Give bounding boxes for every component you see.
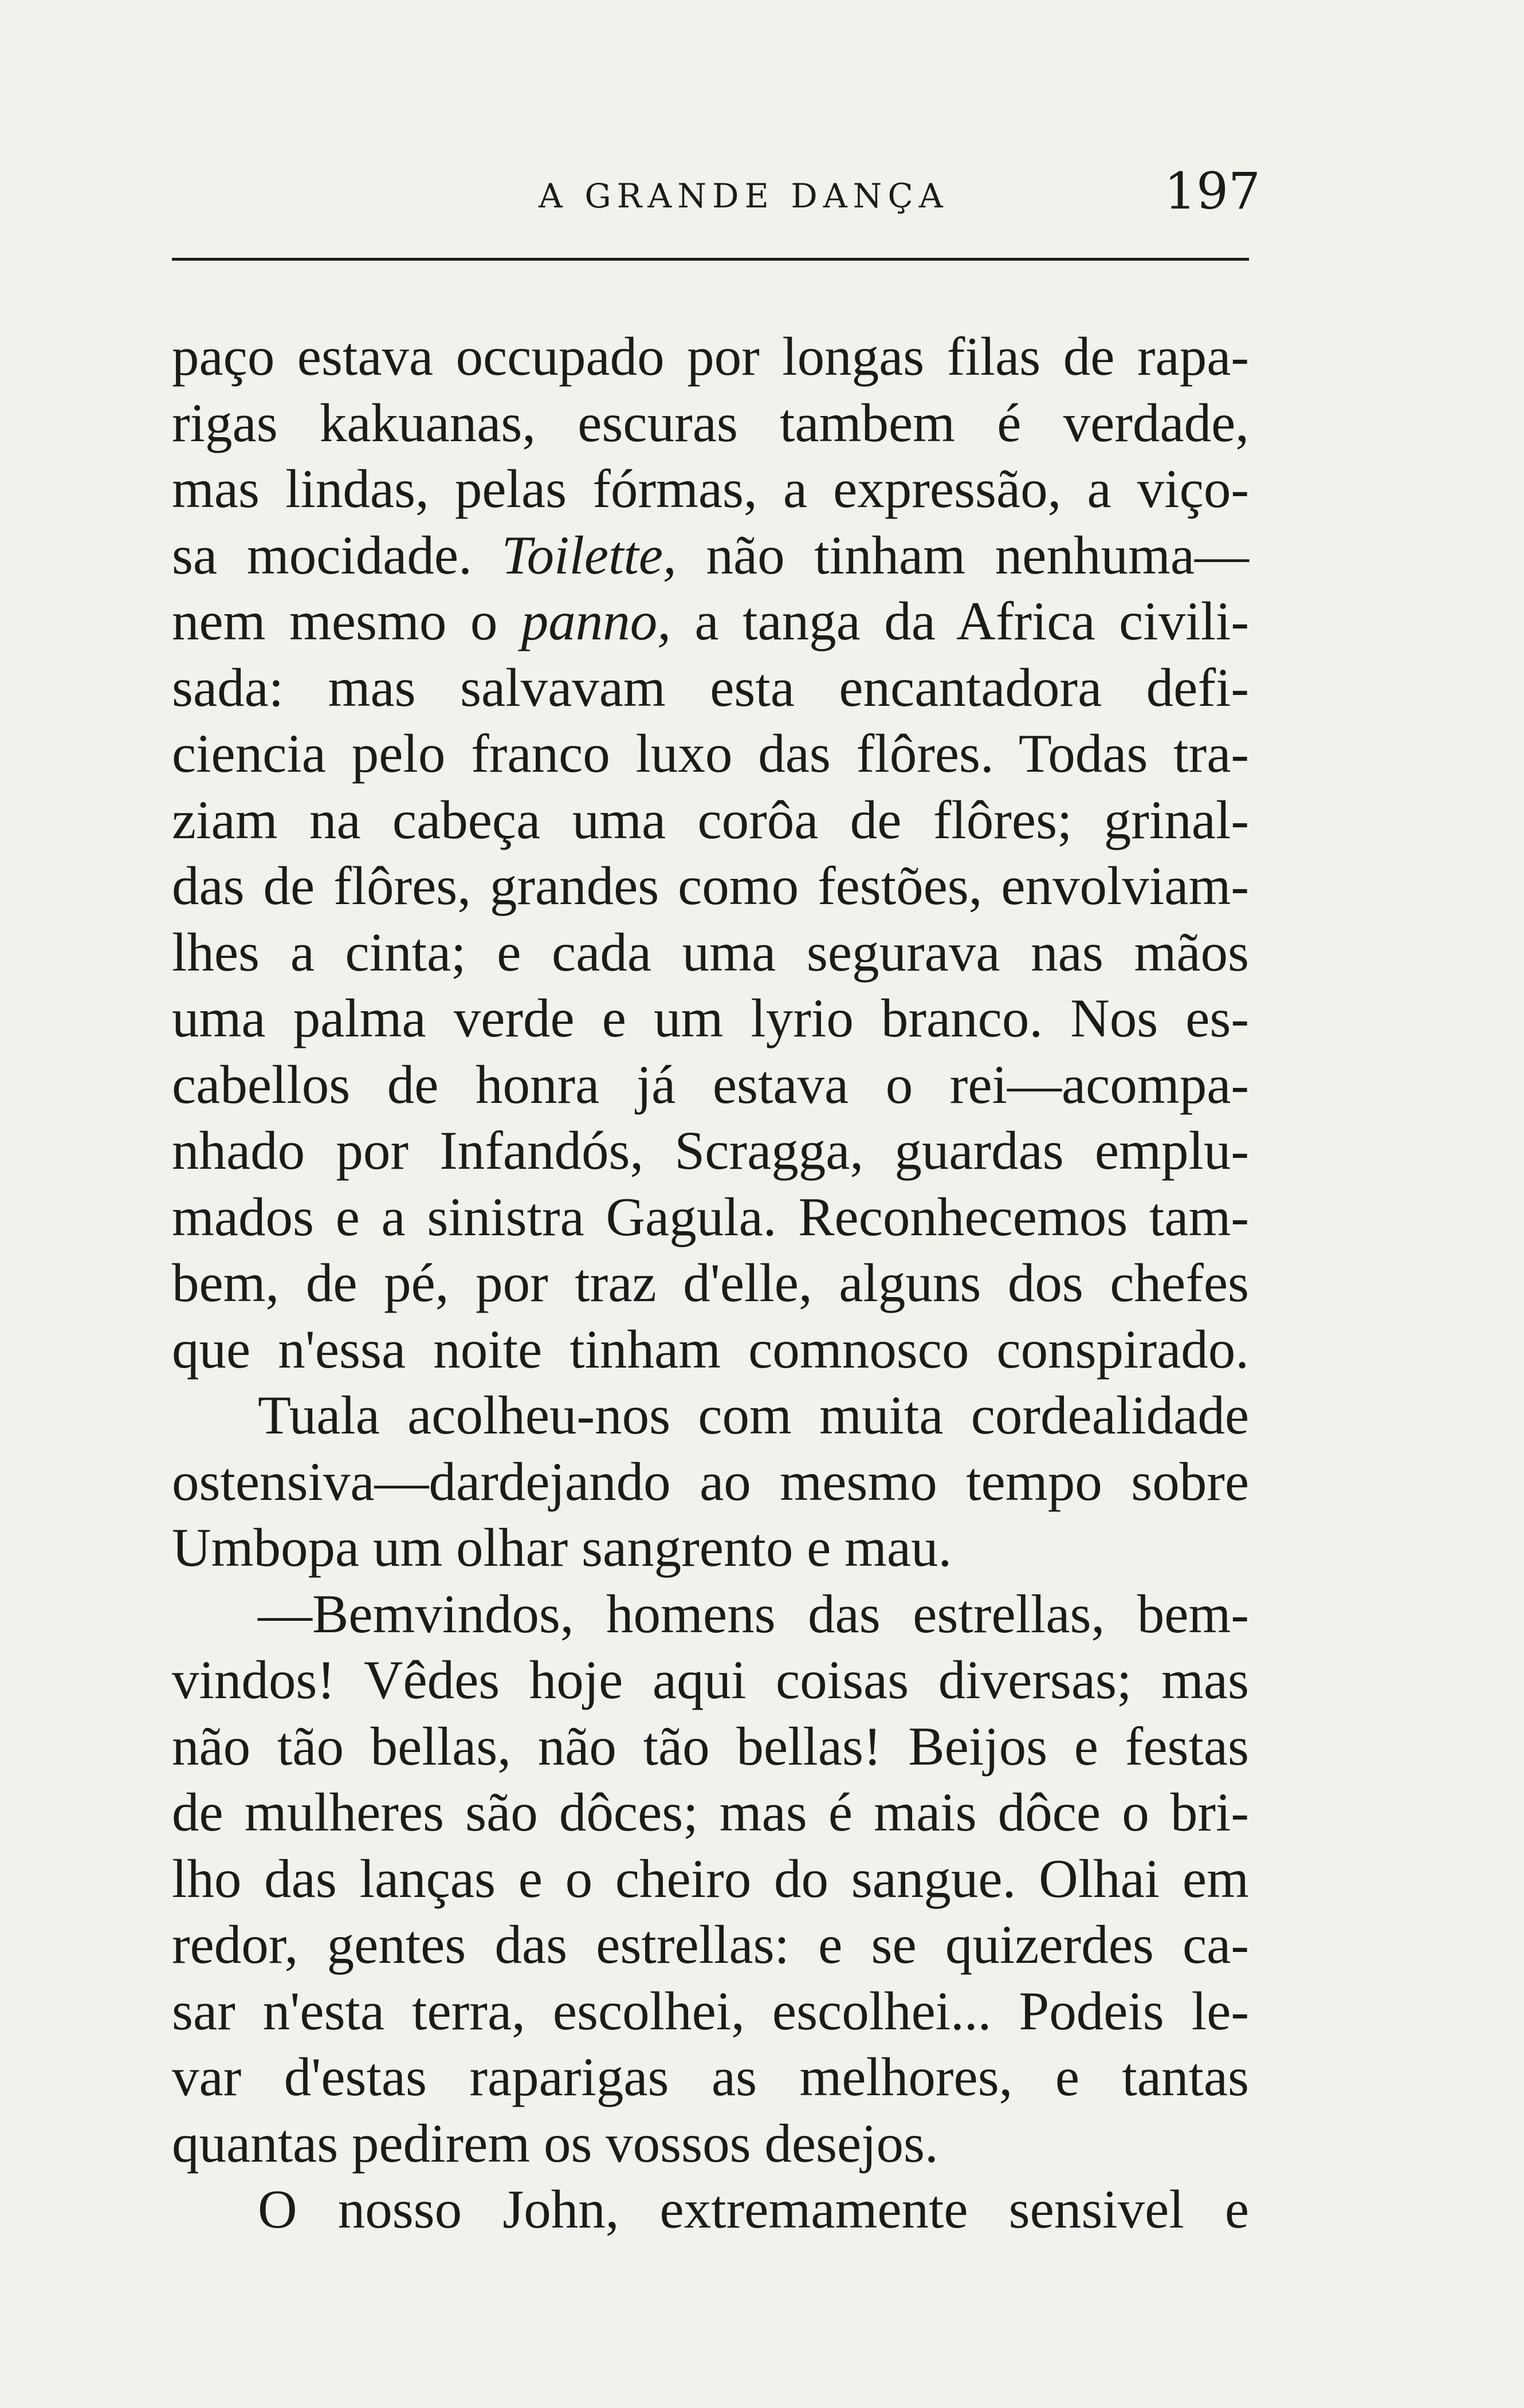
text-line: vindos! Vêdes hoje aqui coisas diversas; mas [172, 1649, 1249, 1710]
text-line: que n'essa noite tinham comnosco conspirado. [172, 1318, 1249, 1380]
text-line: var d'estas raparigas as melhores, e tantas [172, 2046, 1249, 2107]
text-line: lho das lanças e o cheiro do sangue. Olhai em [172, 1848, 1249, 1909]
text-line: lhes a cinta; e cada uma segurava nas mãos [172, 921, 1249, 983]
text-line: Umbopa um olhar sangrento e mau. [172, 1517, 952, 1578]
text-segment: sa mocidade. [172, 524, 502, 586]
text-line: paço estava occupado por longas filas de rapa- [172, 326, 1249, 387]
running-head [172, 154, 1260, 221]
italic-word: Toilette, [501, 524, 677, 586]
text-segment: não tinham nenhuma— [676, 524, 1249, 586]
text-line: das de flôres, grandes como festões, envolviam- [172, 855, 1249, 916]
text-line-mixed [172, 588, 1249, 655]
text-line: de mulheres são dôces; mas é mais dôce o bri- [172, 1782, 1249, 1843]
text-line: mados e a sinistra Gagula. Reconhecemos tam- [172, 1186, 1249, 1247]
header-rule [172, 258, 1249, 261]
text-line: ciencia pelo franco luxo das flôres. Todas tra- [172, 723, 1249, 784]
body-text [172, 324, 1249, 2243]
text-segment: nem mesmo o [172, 591, 521, 651]
text-line: —Bemvindos, homens das estrellas, bem- [258, 1583, 1249, 1644]
text-line: uma palma verde e um lyrio branco. Nos es- [172, 988, 1249, 1048]
text-segment: a tanga da Africa civili- [671, 591, 1250, 651]
page-number: 197 [1164, 162, 1260, 221]
text-line: ostensiva—dardejando ao mesmo tempo sobre [172, 1451, 1249, 1512]
text-line: sar n'esta terra, escolhei, escolhei... Podeis le- [172, 1980, 1249, 2041]
italic-word: panno, [521, 591, 671, 651]
text-line: nhado por Infandós, Scragga, guardas emplu- [172, 1120, 1249, 1181]
text-line: ziam na cabeça uma corôa de flôres; grinal- [172, 789, 1249, 850]
text-line: O nosso John, extremamente sensivel e [258, 2179, 1249, 2240]
text-line: Tuala acolheu-nos com muita cordealidade [258, 1385, 1249, 1445]
running-head-title: A GRANDE DANÇA [539, 176, 949, 215]
text-line: não tão bellas, não tão bellas! Beijos e festas [172, 1715, 1249, 1777]
text-line: redor, gentes das estrellas: e se quizerdes ca- [172, 1914, 1249, 1975]
text-line-mixed [172, 523, 1249, 589]
text-line: sada: mas salvavam esta encantadora defi- [172, 657, 1249, 718]
text-line: cabellos de honra já estava o rei—acompa- [172, 1054, 1249, 1115]
text-line: mas lindas, pelas fórmas, a expressão, a viço- [172, 458, 1249, 519]
text-line: rigas kakuanas, escuras tambem é verdade, [172, 392, 1249, 453]
text-line: bem, de pé, por traz d'elle, alguns dos chefes [172, 1252, 1249, 1313]
text-line: quantas pedirem os vossos desejos. [172, 2112, 938, 2174]
